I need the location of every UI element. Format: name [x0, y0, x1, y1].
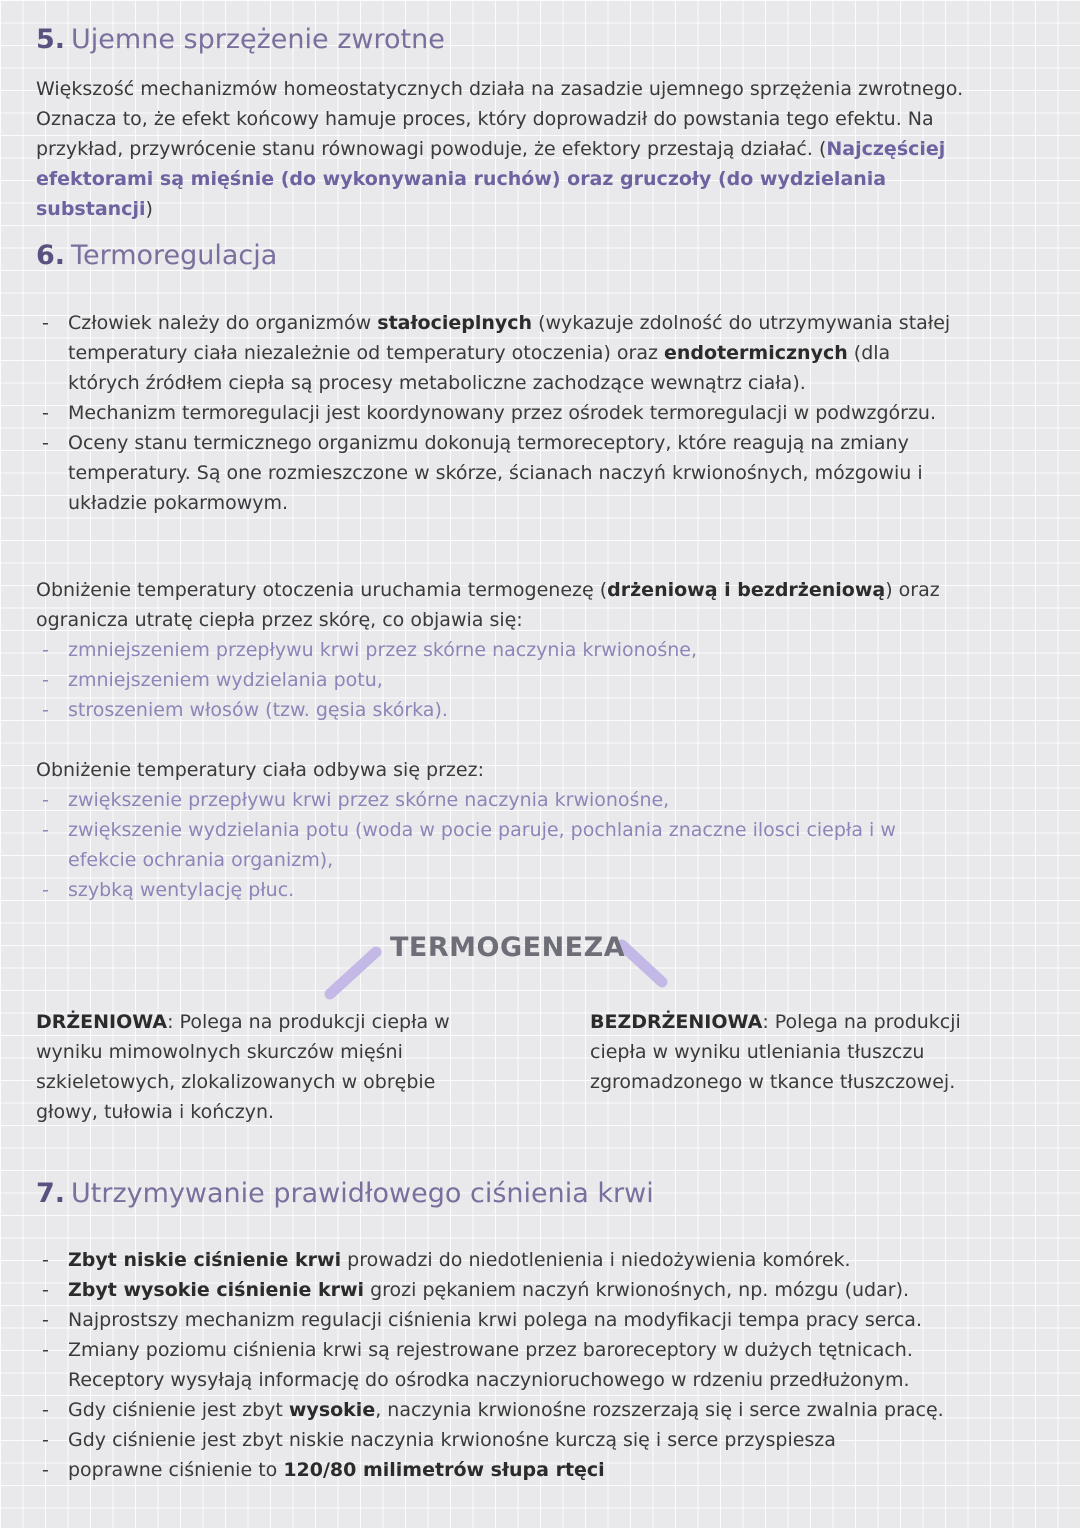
section-6-bullets	[36, 308, 956, 518]
cooling-list	[36, 635, 956, 725]
heat-loss-list	[36, 785, 956, 905]
list-item: - Zbyt niskie ciśnienie krwi prowadzi do niedotlenienia i niedożywienia komórek.	[36, 1245, 976, 1275]
list-item: - Mechanizm termoregulacji jest koordynowany przez ośrodek termoregulacji w podwzgórzu.	[36, 398, 956, 428]
list-item: - Zmiany poziomu ciśnienia krwi są rejestrowane przez baroreceptory w dużych tętnicach. Receptory wysyłają informację do ośrodka naczynioruchowego w rdzeniu przedłużonym.	[36, 1335, 976, 1395]
termogeneza-left: DRŻENIOWA: Polega na produkcji ciepła w wyniku mimowolnych skurczów mięśni szkieletowych, zlokalizowanych w obrębie głowy, tułowia i kończyn.	[36, 1011, 450, 1123]
list-item: - Najprostszy mechanizm regulacji ciśnienia krwi polega na modyfikacji tempa pracy serca.	[36, 1305, 976, 1335]
section-6-number: 6.	[36, 240, 66, 271]
list-item: - Oceny stanu termicznego organizmu dokonują termoreceptory, które reagują na zmiany temperatury. Są one rozmieszczone w skórze, ścianach naczyń krwionośnych, mózgowiu i układzie pokarmowym.	[36, 428, 956, 518]
section-6-title: Termoregulacja	[71, 240, 278, 271]
cooling-paragraph: Obniżenie temperatury otoczenia uruchamia termogenezę (drżeniową i bezdrżeniową) oraz ogranicza utratę ciepła przez skórę, co objawia się:	[36, 579, 940, 631]
section-7-title: Utrzymywanie prawidłowego ciśnienia krwi	[71, 1178, 654, 1209]
section-5-number: 5.	[36, 24, 66, 55]
list-item: - Gdy ciśnienie jest zbyt wysokie, naczynia krwionośne rozszerzają się i serce zwalnia pracę.	[36, 1395, 976, 1425]
list-item: - Zbyt wysokie ciśnienie krwi grozi pękaniem naczyń krwionośnych, np. mózgu (udar).	[36, 1275, 976, 1305]
termogeneza-right: BEZDRŻENIOWA: Polega na produkcji ciepła w wyniku utleniania tłuszczu zgromadzonego w tkance tłuszczowej.	[590, 1011, 961, 1093]
list-item: - zwiększenie przepływu krwi przez skórne naczynia krwionośne,	[36, 785, 956, 815]
section-7-bullets	[36, 1245, 976, 1485]
section-5-text: Większość mechanizmów homeostatycznych działa na zasadzie ujemnego sprzężenia zwrotnego. Oznacza to, że efekt końcowy hamuje proces, który doprowadził do powstania tego efektu. Na przykład, przywrócenie stanu równowagi powoduje, że efektory przestają działać. (	[36, 78, 964, 160]
section-5-heading	[36, 24, 445, 55]
section-6-heading	[36, 240, 277, 271]
termogeneza-title: TERMOGENEZA	[390, 932, 626, 963]
heat-loss-paragraph: Obniżenie temperatury ciała odbywa się przez:	[36, 759, 484, 781]
list-item: - zmniejszeniem przepływu krwi przez skórne naczynia krwionośne,	[36, 635, 956, 665]
connector-right	[622, 945, 662, 982]
list-item: - zmniejszeniem wydzielania potu,	[36, 665, 956, 695]
section-7-heading	[36, 1178, 654, 1209]
list-item: - Człowiek należy do organizmów stałocieplnych (wykazuje zdolność do utrzymywania stałej temperatury ciała niezależnie od temperatury otoczenia) oraz endotermicznych (dla których źródłem ciepła są procesy metaboliczne zachodzące wewnątrz ciała).	[36, 308, 956, 398]
section-5-paragraph	[36, 74, 966, 224]
list-item: - stroszeniem włosów (tzw. gęsia skórka).	[36, 695, 956, 725]
section-7-number: 7.	[36, 1178, 66, 1209]
section-5-close: )	[145, 198, 153, 220]
connector-left	[330, 952, 376, 994]
list-item: - poprawne ciśnienie to 120/80 milimetrów słupa rtęci	[36, 1455, 976, 1485]
bezdrzeniowa-label: BEZDRŻENIOWA	[590, 1011, 763, 1033]
list-item: - zwiększenie wydzielania potu (woda w pocie paruje, pochlania znaczne ilosci ciepła i w efekcie ochrania organizm),	[36, 815, 956, 875]
list-item: - szybką wentylację płuc.	[36, 875, 956, 905]
drzeniowa-label: DRŻENIOWA	[36, 1011, 168, 1033]
section-5-title: Ujemne sprzężenie zwrotne	[71, 24, 445, 55]
section-5-highlight: Najczęściej efektorami są mięśnie (do wykonywania ruchów) oraz gruczoły (do wydzielania substancji	[36, 138, 946, 220]
list-item: - Gdy ciśnienie jest zbyt niskie naczynia krwionośne kurczą się i serce przyspiesza	[36, 1425, 976, 1455]
